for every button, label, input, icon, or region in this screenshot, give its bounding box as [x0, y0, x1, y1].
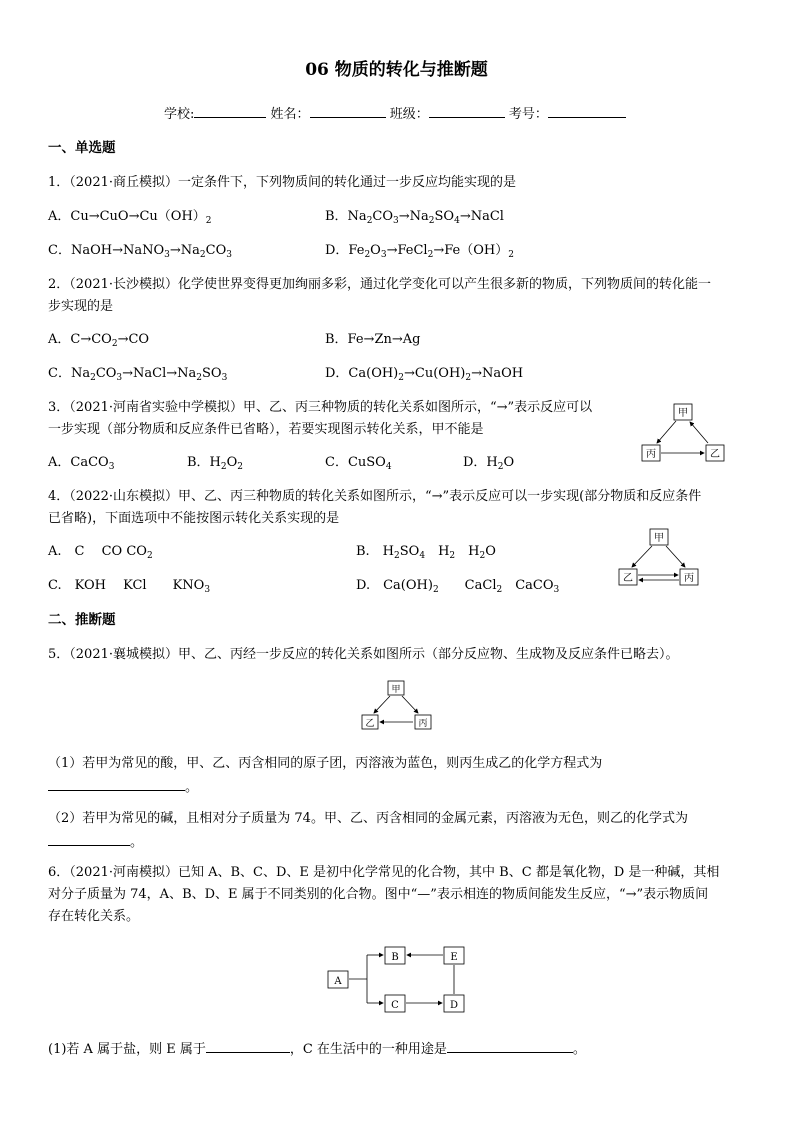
q4-stem-line1: 4．（2022·山东模拟）甲、乙、丙三种物质的转化关系如图所示，“→”表示反应可以一步实现(部分物质和反应条件 [48, 489, 702, 504]
q4-node-right: 丙 [684, 573, 694, 584]
q6-part1: (1)若 A 属于盐，则 E 属于 ，C 在生活中的一种用途是 。 [48, 1039, 586, 1059]
q3-stem-line2: 一步实现（部分物质和反应条件已省略），若要实现图示转化关系，甲不能是 [48, 422, 484, 437]
q6-node-b: B [391, 952, 399, 963]
q4-arrow-top-right [666, 546, 685, 567]
q5-stem: 5．（2021·襄城模拟）甲、乙、丙经一步反应的转化关系如图所示（部分反应物、生成物及反应条件已略去）。 [48, 647, 679, 662]
q4-node-top: 甲 [654, 533, 664, 544]
q5-arrow-top-left [374, 696, 390, 713]
info-line [164, 104, 626, 124]
q6-stem-line2: 对分子质量为 74，A、B、D、E 属于不同类别的化合物。图中“—”表示相连的物质间能发生反应，“→”表示物质间 [48, 887, 709, 902]
q3-option-c: C．CuSO$_4$ [325, 455, 392, 472]
q5-arrow-top-right [402, 696, 418, 713]
q3-option-b: B．$H_2O_2$ [187, 455, 244, 472]
q3-arrow-right-top [690, 422, 708, 443]
q1-option-c: C．$NaOH\to NaNO_3\to Na_2CO_3$ [48, 243, 232, 260]
q4-node-left: 乙 [623, 573, 633, 584]
q4-option-a: A. C CO $CO_2$ [48, 544, 153, 561]
exam-no-label: 考号： [508, 107, 548, 122]
q5-node-right: 丙 [418, 719, 428, 729]
q4-option-c: C. KOH KCl $KNO_3$ [48, 578, 211, 595]
q4-triangle-diagram [618, 528, 702, 588]
q5-part1: （1）若甲为常见的酸，甲、乙、丙含相同的原子团，丙溶液为蓝色，则丙生成乙的化学方程式为 [48, 756, 603, 771]
q6-stem-line1: 6．（2021·河南模拟）已知 A、B、C、D、E 是初中化学常见的化合物，其中 B、C 都是氧化物，D 是一种碱，其相 [48, 865, 720, 880]
school-blank[interactable] [194, 104, 266, 118]
q6-node-c: C [391, 1000, 399, 1011]
q1-option-b: B．$Na_2CO_3\to Na_2SO_4\to NaCl$ [325, 209, 504, 226]
page-title: 06 物质的转化与推断题 [305, 60, 488, 80]
q5-part2-answer: 。 [48, 832, 143, 852]
q6-relation-diagram [327, 944, 469, 1016]
q6-part1-blank2[interactable] [447, 1039, 573, 1053]
q2-stem-line1: 2．（2021·长沙模拟）化学使世界变得更加绚丽多彩，通过化学变化可以产生很多新的物质，下列物质间的转化能一 [48, 277, 711, 292]
q2-option-c: C．$Na_2CO_3\to NaCl\to Na_2SO_3$ [48, 366, 228, 383]
q2-option-b: B．Fe→Zn→Ag [325, 332, 421, 347]
q5-node-top: 甲 [391, 685, 401, 695]
name-blank[interactable] [310, 104, 386, 118]
q3-node-top: 甲 [678, 408, 688, 419]
exam-no-blank[interactable] [548, 104, 626, 118]
q2-option-a: A．$C\to CO_2\to CO$ [48, 332, 150, 349]
q6-node-d: D [449, 1000, 459, 1011]
q6-node-a: A [334, 976, 342, 987]
q2-option-d: D．$Ca(OH)_2\to Cu(OH)_2\to NaOH$ [325, 366, 524, 383]
q5-part1-answer: 。 [48, 777, 198, 797]
q6-part1-blank1[interactable] [206, 1039, 290, 1053]
q4-option-b: B. $H_2SO_4$ $H_2$ $H_2O$ [356, 544, 496, 561]
name-label: 姓名： [270, 107, 310, 122]
q3-node-right: 乙 [710, 449, 720, 460]
q3-node-left: 丙 [646, 449, 656, 460]
q3-stem-line1: 3．（2021·河南省实验中学模拟）甲、乙、丙三种物质的转化关系如图所示，“→”表示反应可以 [48, 400, 593, 415]
q6-node-e: E [450, 952, 458, 963]
q2-stem-line2: 步实现的是 [48, 299, 114, 314]
q3-triangle-diagram [640, 403, 730, 465]
q1-stem: 1．（2021·商丘模拟）一定条件下，下列物质间的转化通过一步反应均能实现的是 [48, 175, 516, 190]
q6-stem-line3: 存在转化关系。 [48, 909, 140, 924]
q1-option-d: D．$Fe_2O_3\to FeCl_2\to Fe(OH)_2$ [325, 243, 514, 260]
q4-arrow-top-left [632, 546, 652, 567]
q5-triangle-diagram [359, 680, 435, 732]
q5-part2-blank[interactable] [48, 832, 130, 846]
class-label: 班级： [389, 107, 429, 122]
q3-arrow-top-left [657, 421, 676, 443]
q3-option-d: D．$H_2O$ [463, 455, 515, 472]
section-heading-inference: 二、推断题 [48, 612, 116, 628]
q5-part1-blank[interactable] [48, 777, 185, 791]
q1-option-a: A．$Cu\to CuO\to Cu(OH)_2$ [48, 209, 212, 226]
school-label: 学校: [164, 107, 195, 122]
q5-node-left: 乙 [365, 719, 375, 729]
q5-part2: （2）若甲为常见的碱，且相对分子质量为 74。甲、乙、丙含相同的金属元素，丙溶液为无色，则乙的化学式为 [48, 811, 688, 826]
q3-option-a: A．CaCO$_3$ [48, 455, 115, 472]
class-blank[interactable] [429, 104, 505, 118]
section-heading-single-choice: 一、单选题 [48, 140, 116, 156]
q4-option-d: D. $Ca(OH)_2$ CaCl$_2$ CaCO$_3$ [356, 578, 560, 595]
q4-stem-line2: 已省略)，下面选项中不能按图示转化关系实现的是 [48, 511, 340, 526]
